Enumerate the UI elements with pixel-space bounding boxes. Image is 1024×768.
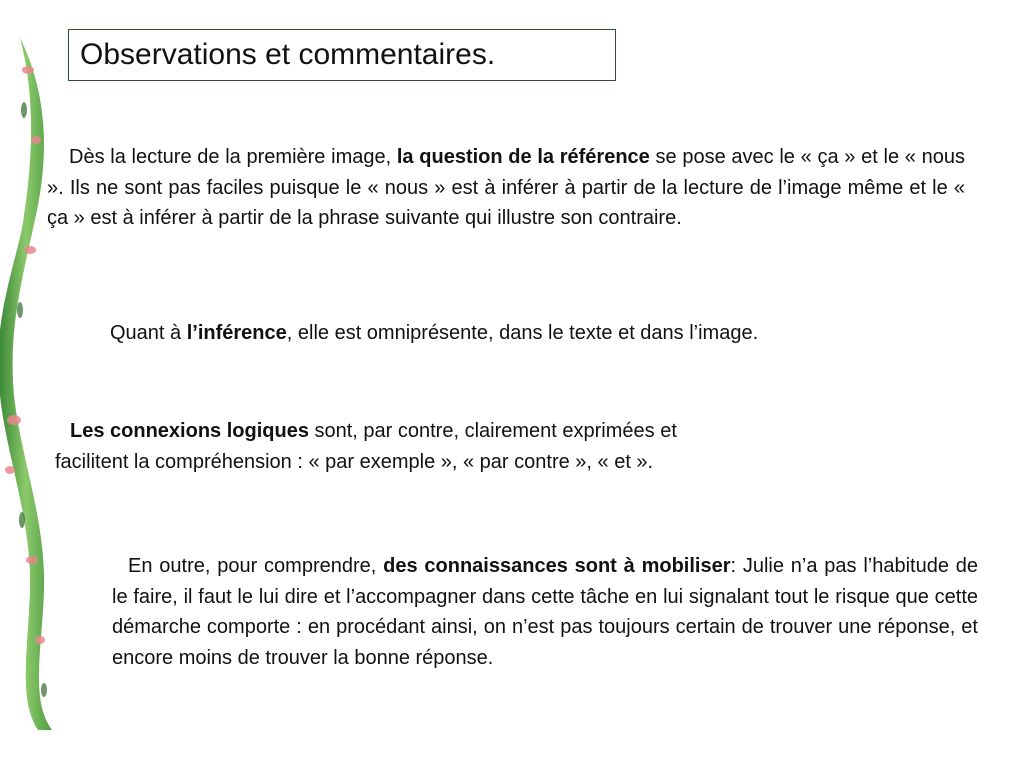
connexions-bold: Les connexions logiques bbox=[70, 420, 309, 442]
inference-bold: l’inférence bbox=[186, 322, 287, 344]
connexions-line-2 bbox=[55, 447, 677, 478]
paragraph-inference bbox=[110, 318, 758, 349]
paragraph-reference bbox=[47, 142, 965, 234]
connaissances-text-2: : Julie n’a pas l’habitude de le faire, il faut le lui dire et l’accompagner dans cette tâche en lui signalant tout le risque que cette démarche comporte : en procédant ainsi, on n’est pas toujours certain de trouver une réponse, et encore moins de trouver la bonne réponse. bbox=[112, 555, 979, 670]
inference-text-1: Quant à bbox=[110, 322, 187, 344]
reference-text-1: Dès la lecture de la première image, bbox=[69, 146, 397, 168]
connexions-text-1: sont, par contre, clairement exprimées et bbox=[308, 420, 677, 442]
paragraph-connexions bbox=[55, 416, 677, 477]
floral-vine-strip-icon bbox=[0, 0, 70, 768]
connaissances-text-1: En outre, pour comprendre, bbox=[128, 555, 384, 577]
connexions-text-2: facilitent la compréhension : « par exemple », « par contre », « et ». bbox=[55, 450, 654, 473]
connaissances-bold: des connaissances sont à mobiliser bbox=[383, 555, 731, 577]
connexions-line-1 bbox=[55, 416, 677, 447]
title-box bbox=[68, 29, 616, 81]
reference-bold: la question de la référence bbox=[396, 146, 650, 168]
inference-text-2: , elle est omniprésente, dans le texte et dans l’image. bbox=[286, 322, 759, 344]
vine-band bbox=[0, 38, 52, 730]
slide-title: Observations et commentaires. bbox=[80, 38, 496, 71]
paragraph-connaissances bbox=[112, 551, 978, 674]
reference-text-2: se pose avec le « ça » et le « nous ». Ils ne sont pas faciles puisque le « nous » est à inférer à partir de la lecture de l’image même et le « ça » est à inférer à partir de la phrase suivante qui illustre son contraire. bbox=[47, 146, 965, 230]
